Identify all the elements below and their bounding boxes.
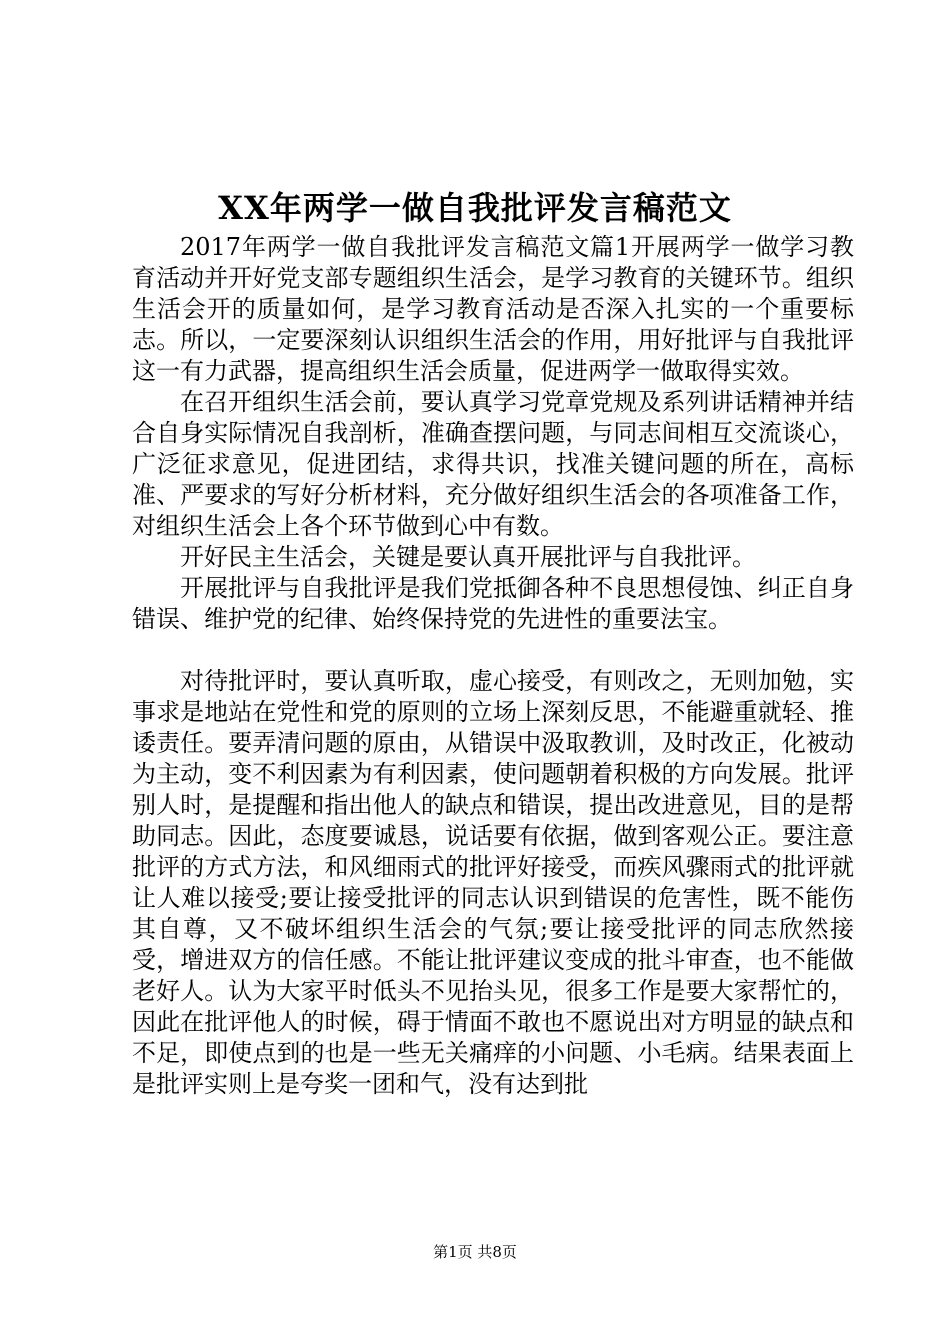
paragraph-5: 对待批评时，要认真听取，虚心接受，有则改之，无则加勉，实事求是地站在党性和党的原则的立场上深刻反思，不能避重就轻、推诿责任。要弄清问题的原由，从错误中汲取教训，及时改正，化被动为主动，变不利因素为有利因素，使问题朝着积极的方向发展。批评别人时，是提醒和指出他人的缺点和错误，提出改进意见，目的是帮助同志。因此，态度要诚恳，说话要有依据，做到客观公正。要注意批评的方式方法，和风细雨式的批评好接受，而疾风骤雨式的批评就让人难以接受;要让接受批评的同志认识到错误的危害性，既不能伤其自尊，又不破坏组织生活会的气氛;要让接受批评的同志欣然接受，增进双方的信任感。不能让批评建议变成的批斗审查，也不能做老好人。认为大家平时低头不见抬头见，很多工作是要大家帮忙的，因此在批评他人的时候，碍于情面不敢也不愿说出对方明显的缺点和不足，即使点到的也是一些无关痛痒的小问题、小毛病。结果表面上是批评实则上是夸奖一团和气，没有达到批 — [132, 667, 854, 1098]
paragraph-3: 开好民主生活会，关键是要认真开展批评与自我批评。 — [180, 543, 756, 571]
document-body — [132, 232, 854, 1100]
paragraph-4: 开展批评与自我批评是我们党抵御各种不良思想侵蚀、纠正自身错误、维护党的纪律、始终保持党的先进性的重要法宝。 — [132, 574, 854, 633]
paragraph-1: 2017年两学一做自我批评发言稿范文篇1开展两学一做学习教育活动并开好党支部专题组织生活会，是学习教育的关键环节。组织生活会开的质量如何，是学习教育活动是否深入扎实的一个重要标志。所以，一定要深刻认识组织生活会的作用，用好批评与自我批评这一有力武器，提高组织生活会质量，促进两学一做取得实效。 — [132, 233, 854, 385]
page-number-footer: 第1页 共8页 — [433, 1243, 517, 1261]
paragraph-gap — [132, 635, 854, 666]
paragraph-2: 在召开组织生活会前，要认真学习党章党规及系列讲话精神并结合自身实际情况自我剖析，准确查摆问题，与同志间相互交流谈心，广泛征求意见，促进团结，求得共识，找准关键问题的所在，高标准、严要求的写好分析材料，充分做好组织生活会的各项准备工作，对组织生活会上各个环节做到心中有数。 — [132, 388, 854, 540]
document-title: XX年两学一做自我批评发言稿范文 — [218, 189, 732, 227]
